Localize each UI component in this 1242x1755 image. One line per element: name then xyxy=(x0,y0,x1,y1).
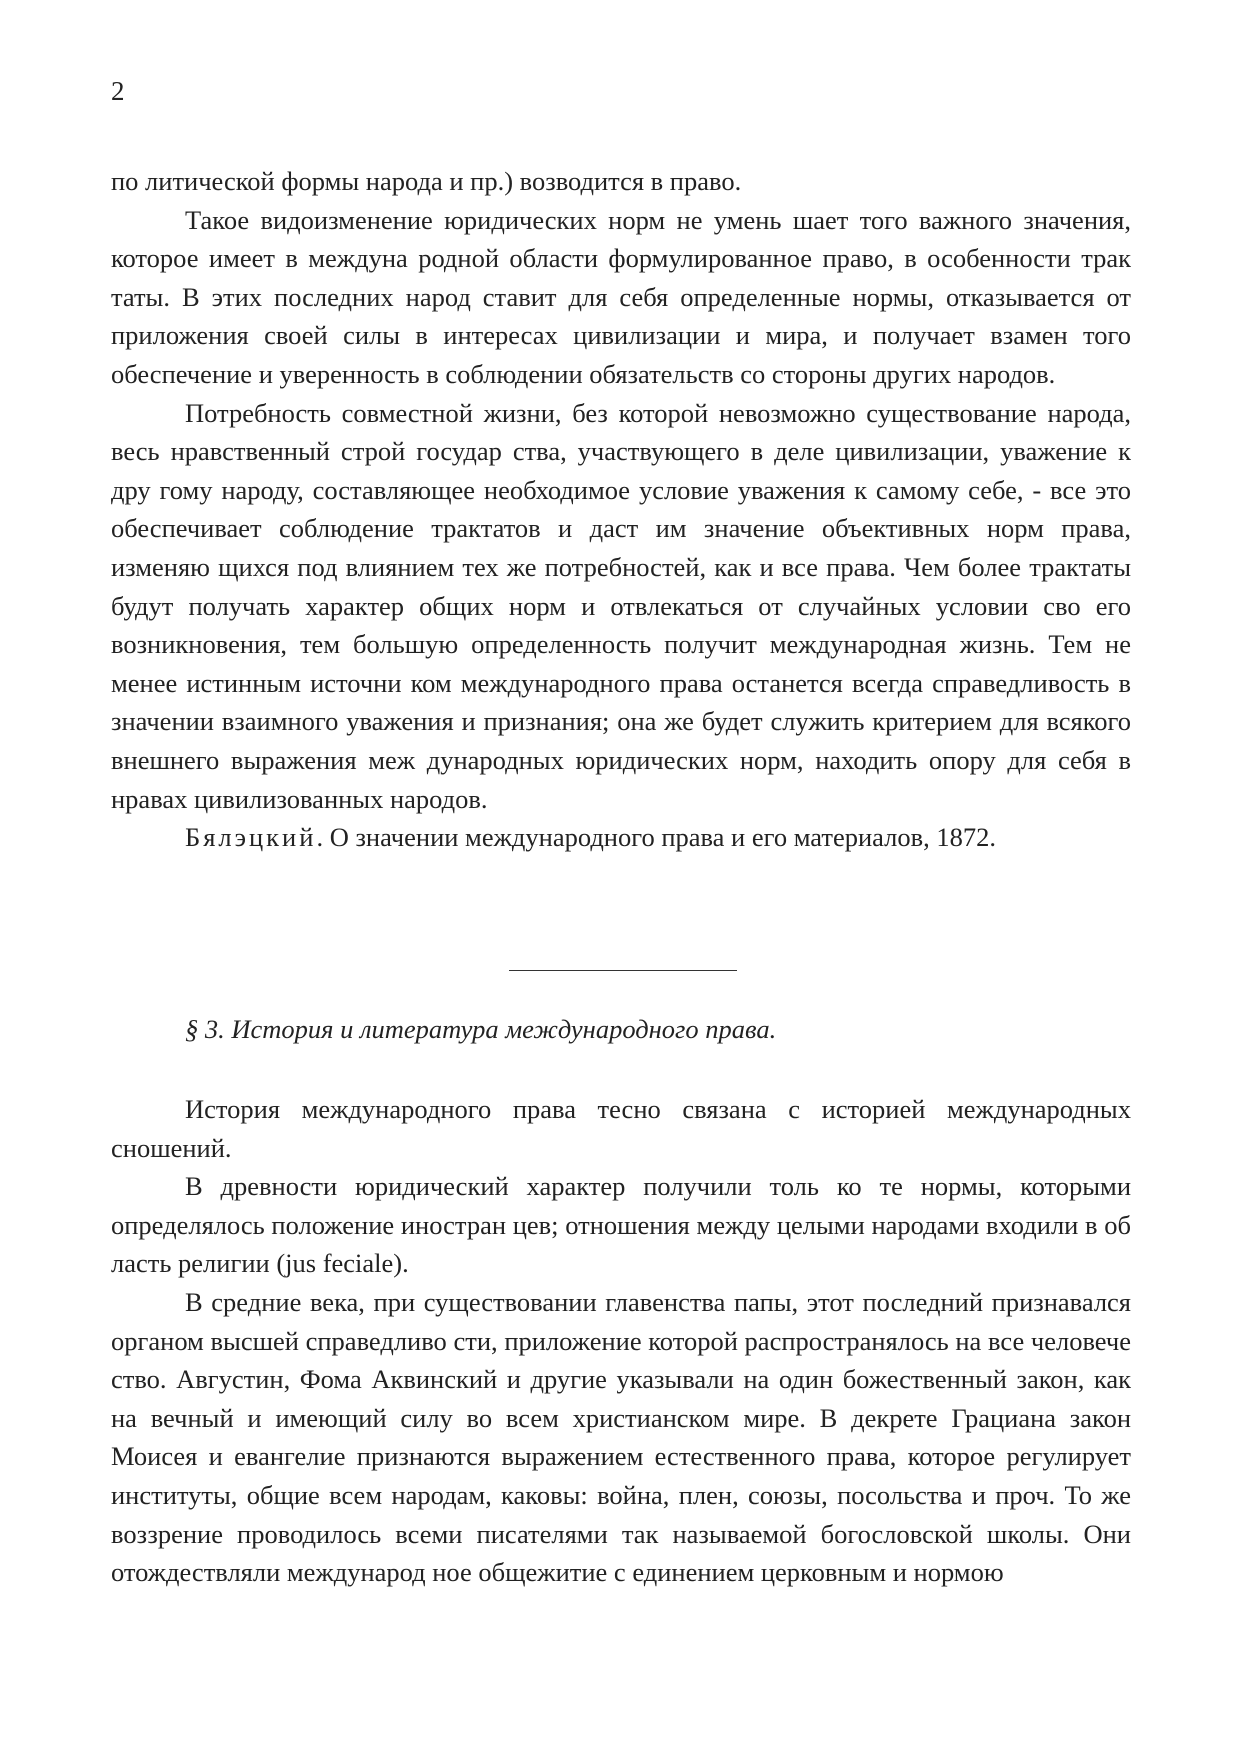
citation xyxy=(111,818,1131,857)
paragraph: В древности юридический характер получили толь ко те нормы, которыми определялось положение иностран цев; отношения между целыми народами входили в об ласть религии (jus feciale). xyxy=(111,1171,1131,1279)
citation-author: Бялэцкий xyxy=(185,822,317,853)
body-text-bottom xyxy=(111,1090,1131,1592)
section-divider xyxy=(509,970,737,971)
body-text-top xyxy=(111,162,1131,857)
section-heading: § 3. История и литература международного права. xyxy=(185,1014,777,1044)
page-number: 2 xyxy=(111,76,125,106)
paragraph: В средние века, при существовании главенства папы, этот последний признавался органом высшей справедливо сти, приложение которой распространялось на все человече ство. Августин, Фома Аквинский и другие указывали на один божественный закон, как на вечный и имеющий силу во всем христианском мире. В декрете Грациана закон Моисея и евангелие признаются выражением естественного права, которое регулирует институты, общие всем народам, каковы: война, плен, союзы, посольства и проч. То же воззрение проводилось всеми писателями так называемой богословской школы. Они отождествляли международ ное общежитие с единением церковным и нормою xyxy=(111,1286,1131,1588)
paragraph: Потребность совместной жизни, без которой невозможно существование народа, весь нравственный строй государ ства, участвующего в деле цивилизации, уважение к дру гому народу, составляющее необходимое условие уважения к самому себе, - все это обеспечивает соблюдение трактатов и даст им значение объективных норм права, изменяю щихся под влиянием тех же потребностей, как и все права. Чем более трактаты будут получать характер общих норм и отвлекаться от случайных условии сво его возникновения, тем большую определенность получит международная жизнь. Тем не менее истинным источни ком международного права останется всегда справедливость в значении взаимного уважения и признания; она же будет служить критерием для всякого внешнего выражения меж дународных юридических норм, находить опору для себя в нравах цивилизованных народов. xyxy=(111,397,1131,814)
paragraph-continuation: по литической формы народа и пр.) возводится в право. xyxy=(111,166,742,196)
paragraph: История международного права тесно связана с историей международных сношений. xyxy=(111,1094,1131,1163)
citation-text: . О значении международного права и его материалов, 1872. xyxy=(316,822,997,853)
paragraph: Такое видоизменение юридических норм не умень шает того важного значения, которое имеет в междуна родной области формулированное право, в особенности трак таты. В этих последних народ ставит для себя определенные нормы, отказывается от приложения своей силы в интересах цивилизации и мира, и получает взамен того обеспечение и уверенность в соблюдении обязательств со стороны других народов. xyxy=(111,204,1131,389)
